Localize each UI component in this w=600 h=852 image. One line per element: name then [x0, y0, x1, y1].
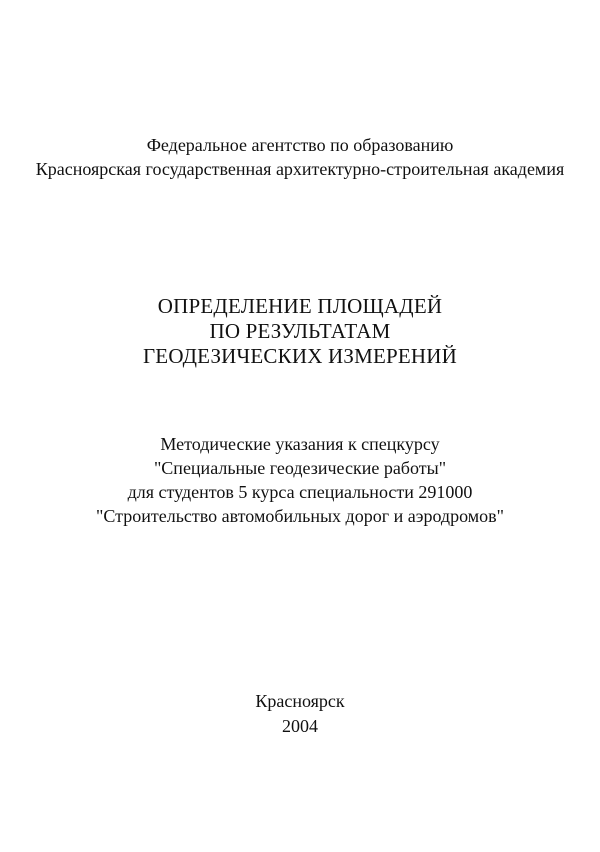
academy-name: Красноярская государственная архитектурно-строительная академия [35, 159, 565, 179]
description-line-1: Методические указания к спецкурсу [160, 434, 440, 454]
document-description [0, 432, 600, 528]
description-line-2: "Специальные геодезические работы" [153, 458, 447, 478]
description-line-4: "Строительство автомобильных дорог и аэродромов" [96, 506, 504, 526]
publication-city: Красноярск [255, 691, 345, 711]
publication-year: 2004 [282, 716, 318, 736]
document-title [0, 294, 600, 369]
organization-header [0, 133, 600, 181]
agency-name: Федеральное агентство по образованию [146, 135, 454, 155]
title-line-3: ГЕОДЕЗИЧЕСКИХ ИЗМЕРЕНИЙ [142, 344, 458, 368]
title-line-1: ОПРЕДЕЛЕНИЕ ПЛОЩАДЕЙ [157, 294, 443, 318]
title-line-2: ПО РЕЗУЛЬТАТАМ [209, 319, 391, 343]
publication-info [0, 689, 600, 739]
description-line-3: для студентов 5 курса специальности 291000 [127, 482, 473, 502]
